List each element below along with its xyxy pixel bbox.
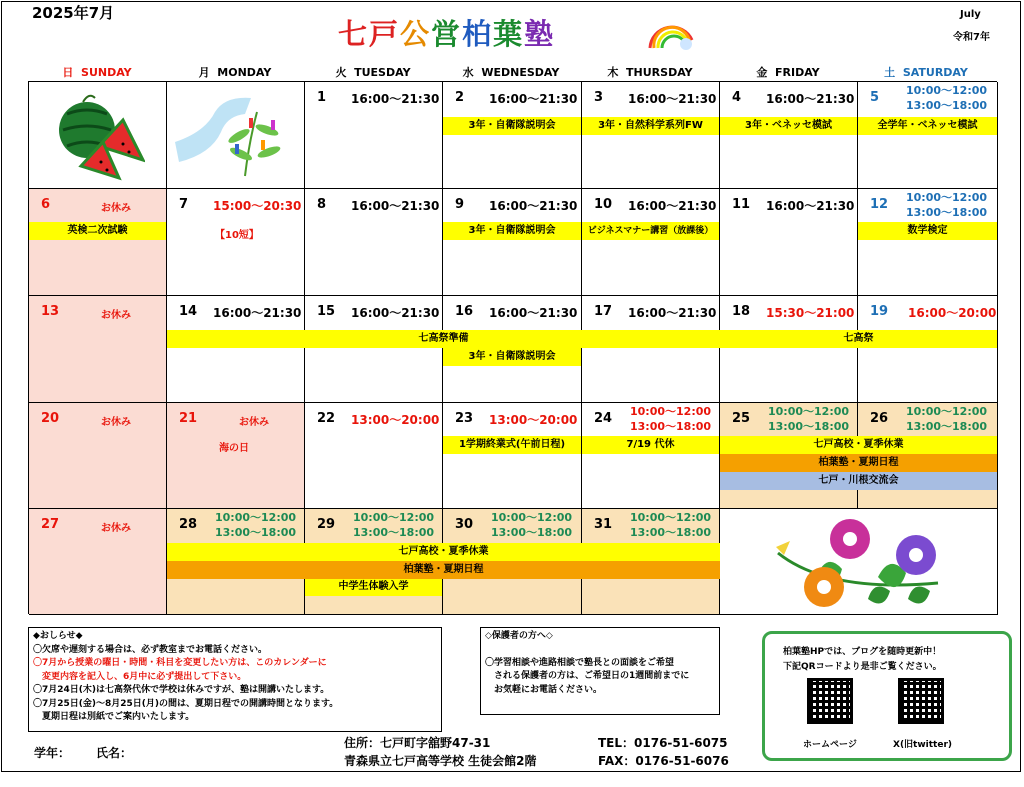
day-number: 19 bbox=[870, 304, 889, 319]
weekday-friday: 金 FRIDAY bbox=[756, 66, 820, 79]
open-hours: 10:00～12:00 13:00～18:00 bbox=[215, 511, 297, 539]
day-cell-11[interactable] bbox=[720, 189, 858, 295]
open-hours: 10:00～12:00 13:00～18:00 bbox=[491, 511, 573, 539]
day-cell-21[interactable] bbox=[167, 403, 305, 508]
day-cell-27[interactable] bbox=[29, 509, 167, 614]
guardian-title: ◇保護者の方へ◇ bbox=[485, 631, 553, 641]
day-cell-1[interactable] bbox=[305, 82, 443, 188]
week-row-5 bbox=[29, 509, 998, 615]
english-month: July bbox=[960, 9, 981, 20]
day-cell-6[interactable] bbox=[29, 189, 167, 295]
address-line-2: 青森県立七戸高等学校 生徒会館2階 bbox=[344, 754, 537, 768]
open-hours: 16:00～21:30 bbox=[351, 92, 440, 106]
event-bar: 数学検定 bbox=[858, 222, 997, 240]
open-hours: 10:00～12:00 13:00～18:00 bbox=[630, 511, 712, 539]
notice-line: 変更内容を記入し、6月中に必ず提出して下さい。 bbox=[33, 671, 247, 682]
day-cell-2[interactable] bbox=[443, 82, 582, 188]
notice-box bbox=[28, 627, 442, 732]
open-hours: 13:00～20:00 bbox=[489, 413, 578, 427]
open-hours: 13:00～20:00 bbox=[351, 413, 440, 427]
title-char: 戸 bbox=[369, 17, 401, 51]
tanabata-icon bbox=[175, 92, 291, 178]
day-cell-9[interactable] bbox=[443, 189, 582, 295]
closed-label: お休み bbox=[101, 203, 131, 214]
closed-label: お休み bbox=[239, 417, 269, 428]
notice-line: 〇7月25日(金)～8月25日(月)の間は、夏期日程での開講時間となります。 bbox=[33, 698, 339, 709]
open-hours: 16:00～21:30 bbox=[766, 199, 855, 213]
day-cell-5[interactable] bbox=[858, 82, 998, 188]
open-hours: 16:00～21:30 bbox=[351, 306, 440, 320]
empty-cell-tanabata bbox=[167, 82, 305, 188]
web-line: 下記QRコードより是非ご覧ください。 bbox=[783, 662, 942, 672]
day-number: 12 bbox=[870, 197, 889, 212]
day-number: 20 bbox=[41, 411, 60, 426]
guardian-line: される保護者の方は、ご希望日の1週間前までに bbox=[485, 671, 690, 681]
holiday-label: 海の日 bbox=[219, 443, 249, 454]
week-row-1 bbox=[29, 82, 998, 189]
day-number: 8 bbox=[317, 197, 327, 212]
day-cell-20[interactable] bbox=[29, 403, 167, 508]
day-number: 24 bbox=[594, 411, 613, 426]
title-char: 柏 bbox=[462, 17, 494, 51]
title-char: 葉 bbox=[493, 17, 525, 51]
day-number: 14 bbox=[179, 304, 198, 319]
day-cell-19[interactable] bbox=[858, 296, 998, 402]
closed-label: お休み bbox=[101, 523, 131, 534]
open-hours: 16:00～21:30 bbox=[489, 306, 578, 320]
event-bar: 7/19 代休 bbox=[582, 436, 719, 454]
day-cell-8[interactable] bbox=[305, 189, 443, 295]
notice-line: 〇7月から授業の曜日・時間・科目を変更したい方は、このカレンダーに bbox=[33, 658, 327, 668]
day-number: 18 bbox=[732, 304, 751, 319]
guardian-line: 〇学習相談や進路相談で塾長との面談をご希望 bbox=[485, 657, 675, 668]
day-cell-7[interactable] bbox=[167, 189, 305, 295]
homepage-qr-code[interactable] bbox=[807, 678, 853, 724]
name-label: 氏名： bbox=[96, 746, 133, 760]
event-bar-exchange: 七戸・川根交流会 bbox=[720, 472, 997, 490]
day-number: 28 bbox=[179, 517, 198, 532]
open-hours: 10:00～12:00 13:00～18:00 bbox=[906, 191, 988, 219]
event-bar: 1学期終業式(午前日程) bbox=[443, 436, 581, 454]
day-number: 29 bbox=[317, 517, 336, 532]
open-hours: 15:30～21:00 bbox=[766, 306, 855, 320]
title-char: 営 bbox=[431, 17, 463, 51]
day-cell-16[interactable] bbox=[443, 296, 582, 402]
day-cell-14[interactable] bbox=[167, 296, 305, 402]
weekday-monday: 月 MONDAY bbox=[198, 66, 272, 79]
guardian-line: お気軽にお電話ください。 bbox=[485, 684, 603, 695]
event-bar: 3年・自衛隊説明会 bbox=[443, 348, 581, 366]
short-schedule-label: 【10短】 bbox=[215, 230, 259, 241]
event-bar: 3年・自衛隊説明会 bbox=[443, 117, 581, 135]
day-cell-13[interactable] bbox=[29, 296, 167, 402]
event-bar-festival-prep: 七高祭準備 bbox=[167, 330, 720, 348]
notice-line: 〇7月24日(木)は七高祭代休で学校は休みですが、塾は開講いたします。 bbox=[33, 685, 330, 695]
closed-label: お休み bbox=[101, 417, 131, 428]
open-hours: 10:00～12:00 13:00～18:00 bbox=[768, 405, 850, 433]
tel-number: TEL：0176-51-6075 bbox=[598, 736, 728, 750]
day-cell-12[interactable] bbox=[858, 189, 998, 295]
open-hours: 16:00～21:30 bbox=[628, 306, 717, 320]
week-row-3 bbox=[29, 296, 998, 403]
title-char: 七 bbox=[338, 17, 370, 51]
day-cell-15[interactable] bbox=[305, 296, 443, 402]
weekday-thursday: 木 THURSDAY bbox=[607, 66, 693, 79]
day-number: 26 bbox=[870, 411, 889, 426]
title-char: 公 bbox=[400, 17, 432, 51]
event-bar: 中学生体験入学 bbox=[305, 578, 442, 596]
day-number: 13 bbox=[41, 304, 60, 319]
day-number: 22 bbox=[317, 411, 336, 426]
day-number: 5 bbox=[870, 90, 880, 105]
day-number: 15 bbox=[317, 304, 336, 319]
qr-caption: ホームページ bbox=[803, 740, 857, 750]
open-hours: 10:00～12:00 13:00～18:00 bbox=[906, 405, 988, 433]
day-number: 4 bbox=[732, 90, 742, 105]
day-number: 17 bbox=[594, 304, 613, 319]
event-bar: 英検二次試験 bbox=[29, 222, 166, 240]
era-year: 令和7年 bbox=[953, 32, 990, 43]
guardian-box bbox=[480, 627, 720, 715]
open-hours: 16:00～21:30 bbox=[489, 92, 578, 106]
twitter-qr-code[interactable] bbox=[898, 678, 944, 724]
week-row-4 bbox=[29, 403, 998, 509]
fax-number: FAX：0176-51-6076 bbox=[598, 754, 729, 768]
event-bar-festival: 七高祭 bbox=[720, 330, 997, 348]
watermelon-icon bbox=[53, 86, 145, 182]
address-line-1: 住所：七戸町字舘野47-31 bbox=[344, 736, 491, 750]
day-cell-18[interactable] bbox=[720, 296, 858, 402]
day-number: 30 bbox=[455, 517, 474, 532]
empty-cell-morning-glory bbox=[720, 509, 998, 614]
day-cell-22[interactable] bbox=[305, 403, 443, 508]
notice-line: 夏期日程は別紙でご案内いたします。 bbox=[33, 712, 195, 722]
web-info-box bbox=[762, 631, 1012, 761]
day-cell-4[interactable] bbox=[720, 82, 858, 188]
day-number: 25 bbox=[732, 411, 751, 426]
notice-title: ◆おしらせ◆ bbox=[33, 631, 83, 641]
closed-label: お休み bbox=[101, 310, 131, 321]
day-cell-10[interactable] bbox=[582, 189, 720, 295]
weekday-wednesday: 水 WEDNESDAY bbox=[462, 66, 560, 79]
day-cell-24[interactable] bbox=[582, 403, 720, 508]
calendar-grid bbox=[28, 81, 997, 614]
event-bar-summer-school: 七戸高校・夏季休業 bbox=[720, 436, 997, 454]
event-bar: 全学年・ベネッセ模試 bbox=[858, 117, 997, 135]
event-bar-summer-school: 七戸高校・夏季休業 bbox=[167, 543, 720, 561]
day-number: 27 bbox=[41, 517, 60, 532]
empty-cell-watermelon bbox=[29, 82, 167, 188]
event-bar: 3年・ベネッセ模試 bbox=[720, 117, 857, 135]
open-hours: 10:00～12:00 13:00～18:00 bbox=[353, 511, 435, 539]
week-row-2 bbox=[29, 189, 998, 296]
day-cell-23[interactable] bbox=[443, 403, 582, 508]
open-hours: 16:00～21:30 bbox=[628, 92, 717, 106]
day-number: 1 bbox=[317, 90, 327, 105]
rainbow-icon bbox=[646, 14, 694, 50]
day-cell-3[interactable] bbox=[582, 82, 720, 188]
page-title bbox=[338, 12, 555, 53]
event-bar-juku-summer: 柏葉塾・夏期日程 bbox=[720, 454, 997, 472]
day-number: 9 bbox=[455, 197, 465, 212]
day-number: 7 bbox=[179, 197, 189, 212]
weekday-saturday: 土 SATURDAY bbox=[884, 66, 968, 79]
web-line: 柏葉塾HPでは、ブログを随時更新中！ bbox=[783, 647, 942, 657]
open-hours: 10:00～12:00 13:00～18:00 bbox=[630, 405, 712, 433]
morning-glory-icon bbox=[768, 513, 948, 613]
day-number: 2 bbox=[455, 90, 465, 105]
title-char: 塾 bbox=[524, 17, 556, 51]
day-number: 16 bbox=[455, 304, 474, 319]
day-number: 10 bbox=[594, 197, 613, 212]
open-hours: 10:00～12:00 13:00～18:00 bbox=[906, 84, 988, 112]
day-number: 31 bbox=[594, 517, 613, 532]
open-hours: 16:00～20:00 bbox=[908, 306, 997, 320]
year-month: 2025年7月 bbox=[32, 4, 115, 22]
open-hours: 15:00～20:30 bbox=[213, 199, 302, 213]
open-hours: 16:00～21:30 bbox=[628, 199, 717, 213]
event-bar: 3年・自衛隊説明会 bbox=[443, 222, 581, 240]
weekday-tuesday: 火 TUESDAY bbox=[335, 66, 411, 79]
day-cell-17[interactable] bbox=[582, 296, 720, 402]
day-number: 11 bbox=[732, 197, 751, 212]
event-bar-juku-summer: 柏葉塾・夏期日程 bbox=[167, 561, 720, 579]
day-number: 21 bbox=[179, 411, 198, 426]
qr-caption: X(旧twitter) bbox=[893, 740, 953, 750]
open-hours: 16:00～21:30 bbox=[766, 92, 855, 106]
event-bar: ビジネスマナー講習（放課後） bbox=[582, 222, 719, 240]
grade-label: 学年： bbox=[34, 746, 71, 760]
weekday-sunday: 日 SUNDAY bbox=[62, 66, 132, 79]
day-number: 3 bbox=[594, 90, 604, 105]
event-bar: 3年・自然科学系列FW bbox=[582, 117, 719, 135]
day-number: 6 bbox=[41, 197, 51, 212]
open-hours: 16:00～21:30 bbox=[213, 306, 302, 320]
notice-line: 〇欠席や遅刻する場合は、必ず教室までお電話ください。 bbox=[33, 644, 268, 655]
day-number: 23 bbox=[455, 411, 474, 426]
open-hours: 16:00～21:30 bbox=[489, 199, 578, 213]
open-hours: 16:00～21:30 bbox=[351, 199, 440, 213]
